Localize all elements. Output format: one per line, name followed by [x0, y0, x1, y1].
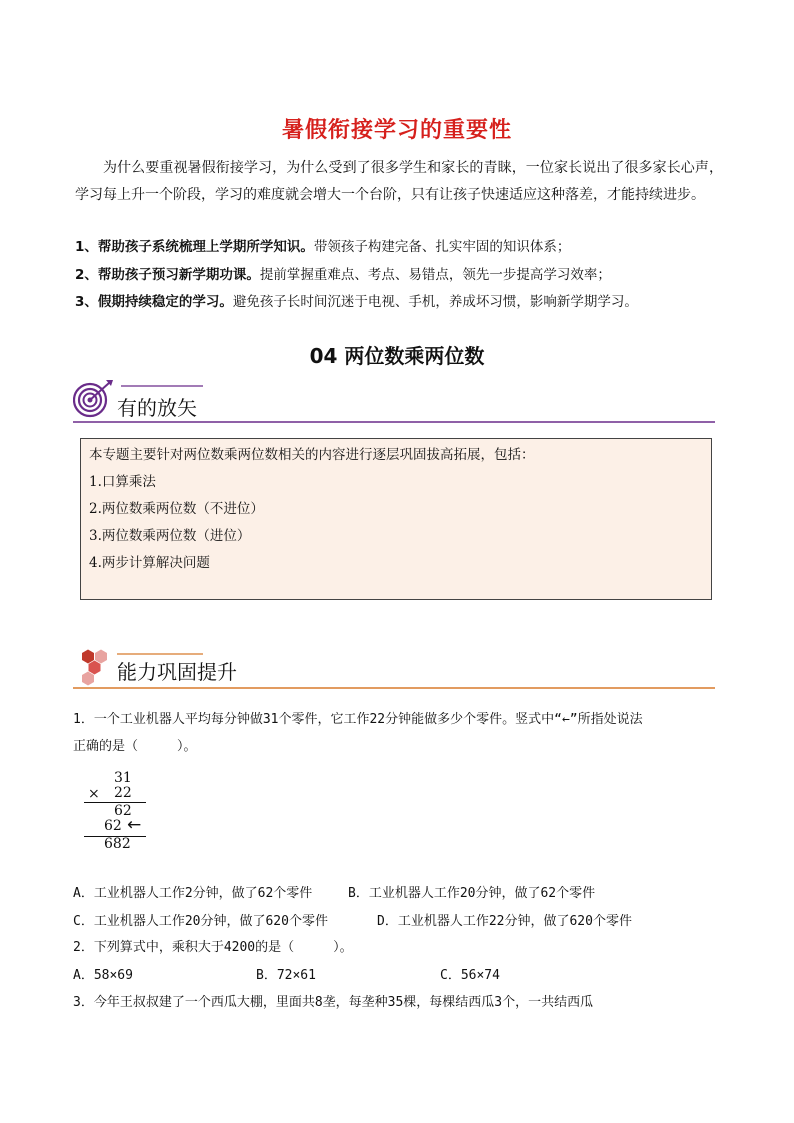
calc-multiplicand: 31: [114, 770, 132, 786]
calc-multiplier: 22: [114, 785, 132, 801]
calc-partial-2: 62: [104, 818, 122, 834]
question-2-option-c[interactable]: C．56×74: [440, 968, 500, 983]
question-2-option-b[interactable]: B．72×61: [256, 968, 316, 983]
benefit-text: 带领孩子构建完备、扎实牢固的知识体系；: [313, 239, 571, 255]
question-1-option-b[interactable]: B．工业机器人工作20分钟，做了62个零件: [348, 886, 596, 901]
question-1-option-d[interactable]: D．工业机器人工作22分钟，做了620个零件: [377, 914, 632, 929]
benefit-item: [75, 289, 735, 317]
benefit-bold: 1、帮助孩子系统梳理上学期所学知识。: [75, 239, 314, 255]
calc-partial-1: 62: [114, 803, 132, 819]
benefit-text: 提前掌握重难点、考点、易错点，领先一步提高学习效率；: [259, 266, 611, 283]
vertical-multiplication: [80, 770, 170, 860]
question-2-option-a[interactable]: A．58×69: [73, 968, 133, 983]
calc-result: 682: [104, 836, 131, 852]
question-1-line-1: 1．一个工业机器人平均每分钟做31个零件，它工作22分钟能做多少个零件。竖式中“←”所指处说法: [73, 712, 643, 727]
left-arrow-icon: ←: [127, 815, 142, 835]
objective-item: 2.两位数乘两位数（不进位）: [89, 501, 264, 517]
calc-times-sign: ×: [88, 786, 100, 802]
practice-section-header: [73, 644, 715, 694]
topic-title: 04 两位数乘两位数: [309, 344, 485, 368]
objective-item: 4.两步计算解决问题: [89, 555, 210, 571]
benefit-item: [75, 262, 735, 290]
question-3-stem: 3．今年王叔叔建了一个西瓜大棚，里面共8垄，每垄种35棵，每棵结西瓜3个，一共结西瓜: [73, 995, 594, 1010]
benefit-bold: 3、假期持续稳定的学习。: [75, 294, 233, 310]
objectives-section-header: [73, 378, 715, 428]
benefit-list: [75, 234, 735, 317]
question-2-stem: 2．下列算式中，乘积大于4200的是（ ）。: [73, 940, 353, 955]
objective-item: 1.口算乘法: [89, 474, 156, 490]
benefit-bold: 2、帮助孩子预习新学期功课。: [75, 266, 260, 283]
question-1-option-c[interactable]: C．工业机器人工作20分钟，做了620个零件: [73, 914, 328, 929]
benefit-text: 避免孩子长时间沉迷于电视、手机，养成坏习惯，影响新学期学习。: [232, 294, 638, 310]
practice-heading: 能力巩固提升: [117, 660, 237, 684]
benefit-item: [75, 234, 735, 262]
intro-paragraph: 为什么要重视暑假衔接学习，为什么受到了很多学生和家长的青睐，一位家长说出了很多家长心声，学习每上升一个阶段，学习的难度就会增大一个台阶，只有让孩子快速适应这种落差，才能持续进步。: [75, 160, 723, 203]
question-1-option-a[interactable]: A．工业机器人工作2分钟，做了62个零件: [73, 886, 313, 901]
objective-item: 3.两位数乘两位数（进位）: [89, 528, 251, 544]
objectives-box: [80, 438, 712, 600]
question-1-line-2: 正确的是（ ）。: [73, 739, 197, 754]
objectives-heading: 有的放矢: [117, 396, 197, 420]
objectives-intro: 本专题主要针对两位数乘两位数相关的内容进行逐层巩固拔高拓展，包括：: [89, 447, 535, 463]
page-title: 暑假衔接学习的重要性: [281, 118, 512, 143]
